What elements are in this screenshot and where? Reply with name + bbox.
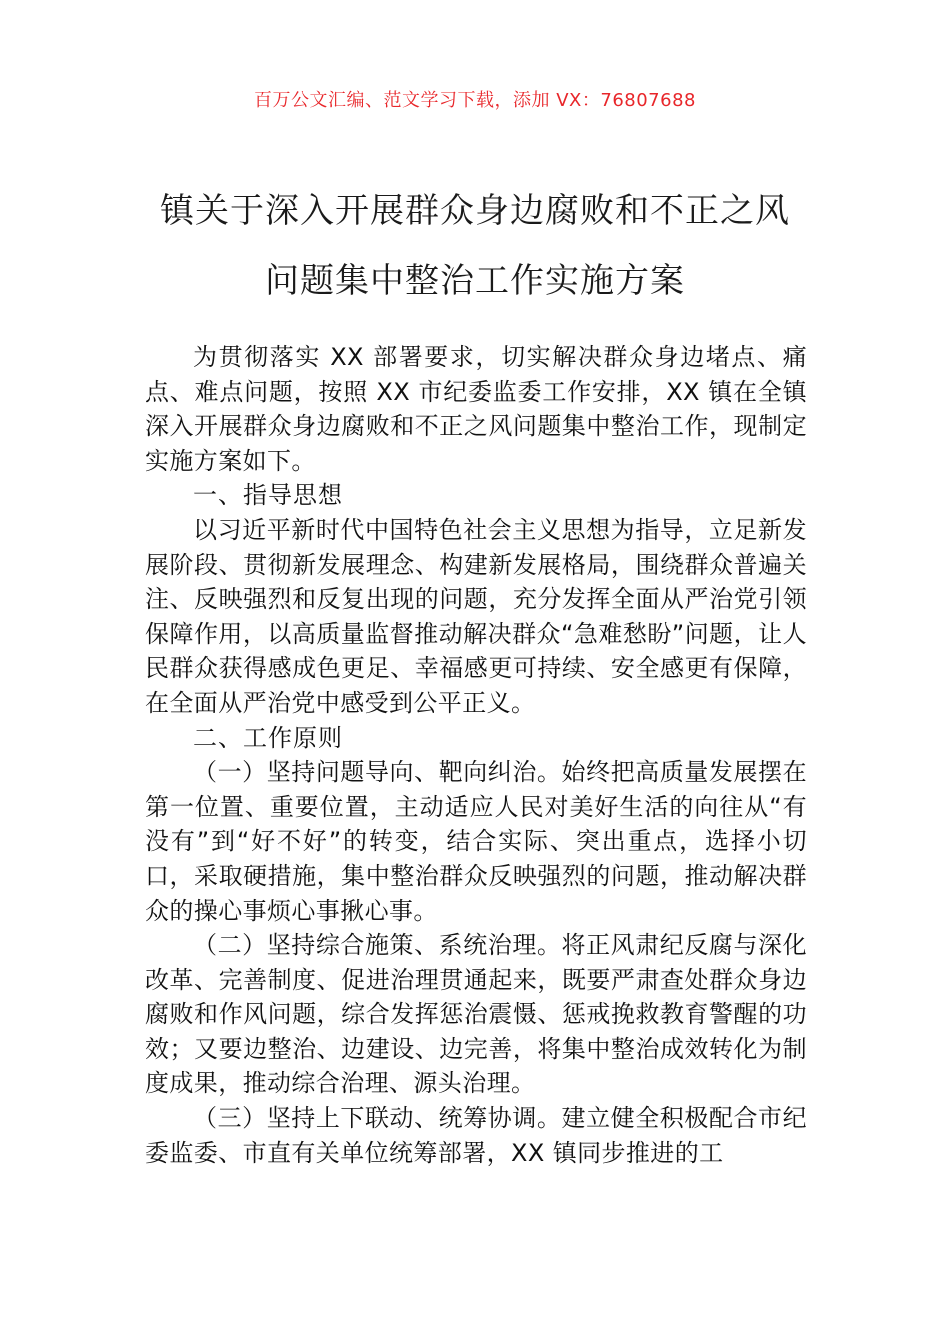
paragraph-guiding-thought: 以习近平新时代中国特色社会主义思想为指导，立足新发展阶段、贯彻新发展理念、构建新发展格局，围绕群众普遍关注、反映强烈和反复出现的问题，充分发挥全面从严治党引领保障作用，以高质量监督推动解决群众“急难愁盼”问题，让人民群众获得感成色更足、幸福感更可持续、安全感更有保障，在全面从严治党中感受到公平正义。	[145, 515, 807, 717]
paragraph-principle-2: （二）坚持综合施策、系统治理。将正风肃纪反腐与深化改革、完善制度、促进治理贯通起来，既要严肃查处群众身边腐败和作风问题，综合发挥惩治震慑、惩戒挽救教育警醒的功效；又要边整治、边建设、边完善，将集中整治成效转化为制度成果，推动综合治理、源头治理。	[145, 931, 807, 1098]
document-title	[80, 176, 870, 316]
title-line-1: 镇关于深入开展群众身边腐败和不正之风	[160, 191, 790, 231]
paragraph-principle-1: （一）坚持问题导向、靶向纠治。始终把高质量发展摆在第一位置、重要位置，主动适应人民对美好生活的向往从“有没有”到“好不好”的转变，结合实际、突出重点，选择小切口，采取硬措施，集中整治群众反映强烈的问题，推动解决群众的操心事烦心事揪心事。	[145, 758, 807, 925]
section-heading-guiding-thought: 一、指导思想	[193, 481, 343, 510]
document-body	[145, 340, 807, 1170]
paragraph-intro: 为贯彻落实 XX 部署要求，切实解决群众身边堵点、痛点、难点问题，按照 XX 市纪委监委工作安排，XX 镇在全镇深入开展群众身边腐败和不正之风问题集中整治工作，现制定实施方案如下。	[145, 343, 807, 475]
paragraph-principle-3: （三）坚持上下联动、统筹协调。建立健全积极配合市纪委监委、市直有关单位统筹部署，XX 镇同步推进的工	[145, 1104, 807, 1167]
title-line-2: 问题集中整治工作实施方案	[265, 261, 685, 301]
header-banner: 百万公文汇编、范文学习下载，添加 VX：76807688	[254, 90, 696, 111]
section-heading-work-principles: 二、工作原则	[193, 723, 343, 752]
